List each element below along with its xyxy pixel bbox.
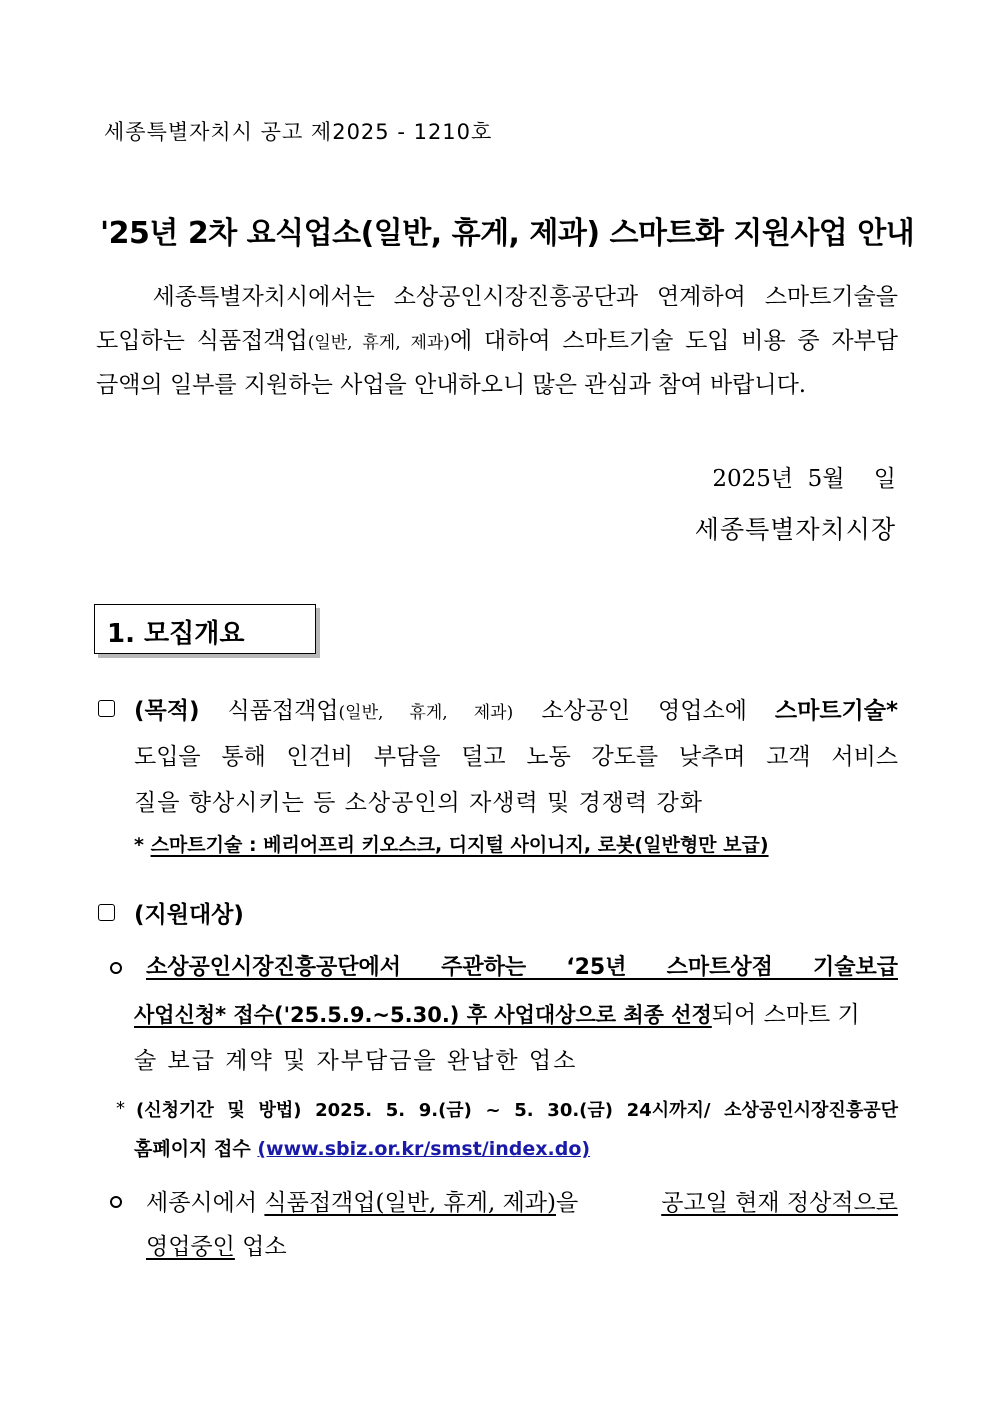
issuer-name: 세종특별자치시장 (694, 515, 896, 544)
smart-tech-note: * 스마트기술 : 베리어프리 키오스크, 디지털 사이니지, 로봇(일반형만 보급) (134, 834, 769, 856)
target-item-2-line-2: 영업중인 업소 (146, 1234, 287, 1260)
target-item-1-line-1: 소상공인시장진흥공단에서 주관하는 ‘25년 스마트상점 기술보급 (146, 955, 898, 980)
target-item-1-line-3: 술 보급 계약 및 자부담금을 완납한 업소 (134, 1048, 578, 1074)
intro-line-2: 도입하는 식품접객업(일반, 휴게, 제과)에 대하여 스마트기술 도입 비용 중 자부담 (96, 328, 898, 354)
bullet-circle-icon (110, 962, 122, 974)
target-item-1-line-2: 사업신청* 접수('25.5.9.~5.30.) 후 사업대상으로 최종 선정되어 스마트 기 (134, 1002, 860, 1028)
section-heading-box (94, 604, 316, 654)
intro-line-1: 세종특별자치시에서는 소상공인시장진흥공단과 연계하여 스마트기술을 (152, 284, 898, 310)
bullet-circle-icon (110, 1196, 122, 1208)
checkbox-icon (98, 904, 115, 921)
purpose-line-3: 질을 향상시키는 등 소상공인의 자생력 및 경쟁력 강화 (134, 790, 703, 816)
intro-line-3: 금액의 일부를 지원하는 사업을 안내하오니 많은 관심과 참여 바랍니다. (96, 372, 807, 398)
section-heading: 1. 모집개요 (107, 619, 245, 649)
page-title: '25년 2차 요식업소(일반, 휴게, 제과) 스마트화 지원사업 안내 (100, 216, 915, 251)
target-label: (지원대상) (134, 902, 244, 928)
target-item-2-line-1: 세종시에서 식품접객업(일반, 휴게, 제과)을 공고일 현재 정상적으로 (146, 1190, 898, 1216)
notice-number: 세종특별자치시 공고 제2025 - 1210호 (104, 120, 493, 144)
application-note-line-1: (신청기간 및 방법) 2025. 5. 9.(금) ~ 5. 30.(금) 24시까지/ 소상공인시장진흥공단 (136, 1100, 898, 1121)
purpose-line-1: (목적) 식품접객업(일반, 휴게, 제과) 소상공인 영업소에 스마트기술* (134, 698, 899, 724)
purpose-line-2: 도입을 통해 인건비 부담을 덜고 노동 강도를 낮추며 고객 서비스 (134, 744, 898, 770)
application-note-star: * (116, 1098, 125, 1119)
announcement-date: 2025년 5월 일 (712, 466, 896, 492)
checkbox-icon (98, 700, 115, 717)
application-note-line-2: 홈페이지 접수 (www.sbiz.or.kr/smst/index.do) (134, 1138, 591, 1160)
application-url-link[interactable]: (www.sbiz.or.kr/smst/index.do) (257, 1138, 591, 1160)
